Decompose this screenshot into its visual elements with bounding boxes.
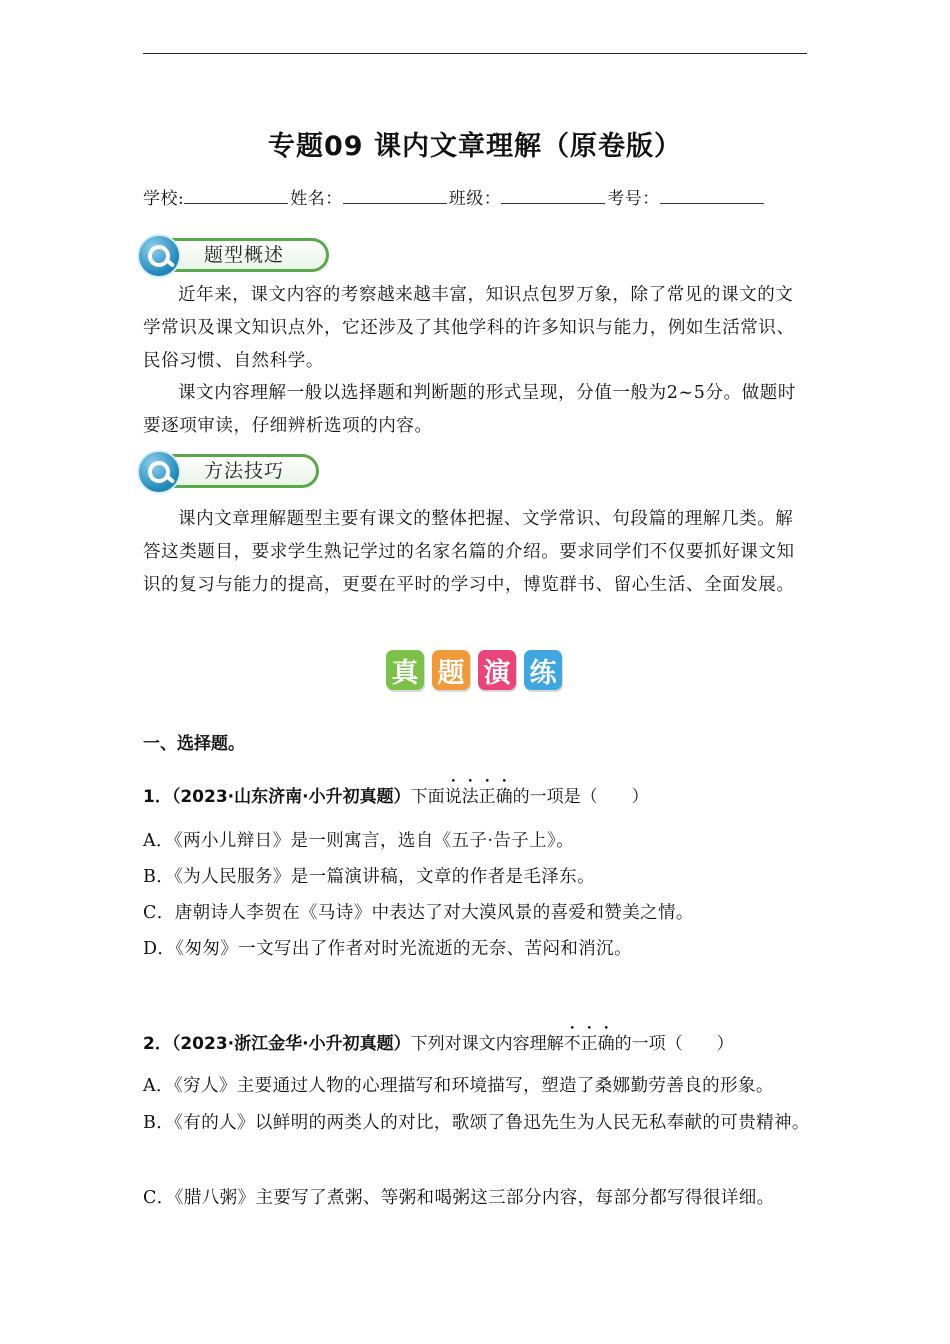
question-2-option-c: C．《腊八粥》主要写了煮粥、等粥和喝粥这三部分内容，每部分都写得很详细。 xyxy=(143,1188,775,1208)
banner-tile: 练 xyxy=(524,650,562,690)
school-label: 学校: xyxy=(143,189,185,209)
question-source: （2023·浙江金华·小升初真题） xyxy=(171,1034,411,1054)
banner-tile: 真 xyxy=(386,650,424,690)
banner-tile: 题 xyxy=(432,650,470,690)
question-1-option-a: A．《两小儿辩日》是一则寓言，选自《五子·告子上》。 xyxy=(143,831,575,851)
stem-text: 的一项（ ） xyxy=(614,1034,734,1054)
question-number: 2． xyxy=(143,1034,172,1054)
speech-bubble-icon xyxy=(137,234,181,278)
part-heading: 一、选择题。 xyxy=(143,734,245,754)
student-info-row xyxy=(143,184,766,209)
school-blank[interactable] xyxy=(184,187,288,204)
question-1-option-c: C．唐朝诗人李贺在《马诗》中表达了对大漠风景的喜爱和赞美之情。 xyxy=(143,903,694,923)
question-1-option-d: D．《匆匆》一文写出了作者对时光流逝的无奈、苦闷和消沉。 xyxy=(143,939,632,959)
question-2-stem xyxy=(143,1024,734,1054)
question-2-option-a: A．《穷人》主要通过人物的心理描写和环境描写，塑造了桑娜勤劳善良的形象。 xyxy=(143,1076,774,1096)
method-paragraph: 课内文章理解题型主要有课文的整体把握、文学常识、句段篇的理解几类。解答这类题目，要求学生熟记学过的名家名篇的介绍。要求同学们不仅要抓好课文知识的复习与能力的提高，更要在平时的学习中，博览群书、留心生活、全面发展。 xyxy=(143,509,795,595)
method-badge-label: 方法技巧 xyxy=(149,454,319,488)
method-badge xyxy=(137,450,319,494)
name-blank[interactable] xyxy=(343,187,447,204)
id-blank[interactable] xyxy=(660,187,764,204)
question-1-stem xyxy=(143,777,649,807)
overview-badge-label: 题型概述 xyxy=(149,238,329,272)
stem-text: 的一项是（ ） xyxy=(512,787,649,807)
question-source: （2023·山东济南·小升初真题） xyxy=(171,787,411,807)
speech-bubble-icon xyxy=(137,450,181,494)
banner-tile: 演 xyxy=(478,650,516,690)
emphasized-text: 说法正确 xyxy=(444,787,513,807)
question-1-option-b: B．《为人民服务》是一篇演讲稿，文章的作者是毛泽东。 xyxy=(143,867,596,887)
class-blank[interactable] xyxy=(501,187,605,204)
question-2-option-b: B．《有的人》以鲜明的两类人的对比，歌颂了鲁迅先生为人民无私奉献的可贵精神。 xyxy=(143,1113,810,1133)
overview-badge xyxy=(137,234,329,278)
stem-text: 下列对课文内容理解 xyxy=(410,1034,564,1054)
page-title: 专题09 课内文章理解（原卷版） xyxy=(268,131,682,162)
stem-text: 下面 xyxy=(410,787,445,807)
id-label: 考号： xyxy=(607,189,660,209)
header-rule xyxy=(143,53,807,54)
overview-paragraph-1: 近年来，课文内容的考察越来越丰富，知识点包罗万象，除了常见的课文的文学常识及课文知识点外，它还涉及了其他学科的许多知识与能力，例如生活常识、民俗习惯、自然科学。 xyxy=(143,285,795,371)
overview-paragraph-2: 课文内容理解一般以选择题和判断题的形式呈现，分值一般为2~5分。做题时要逐项审读，仔细辨析选项的内容。 xyxy=(143,383,796,436)
question-number: 1． xyxy=(143,787,172,807)
emphasized-text: 不正确 xyxy=(563,1034,615,1054)
class-label: 班级： xyxy=(448,189,502,209)
name-label: 姓名： xyxy=(290,189,343,209)
practice-banner xyxy=(386,650,562,690)
